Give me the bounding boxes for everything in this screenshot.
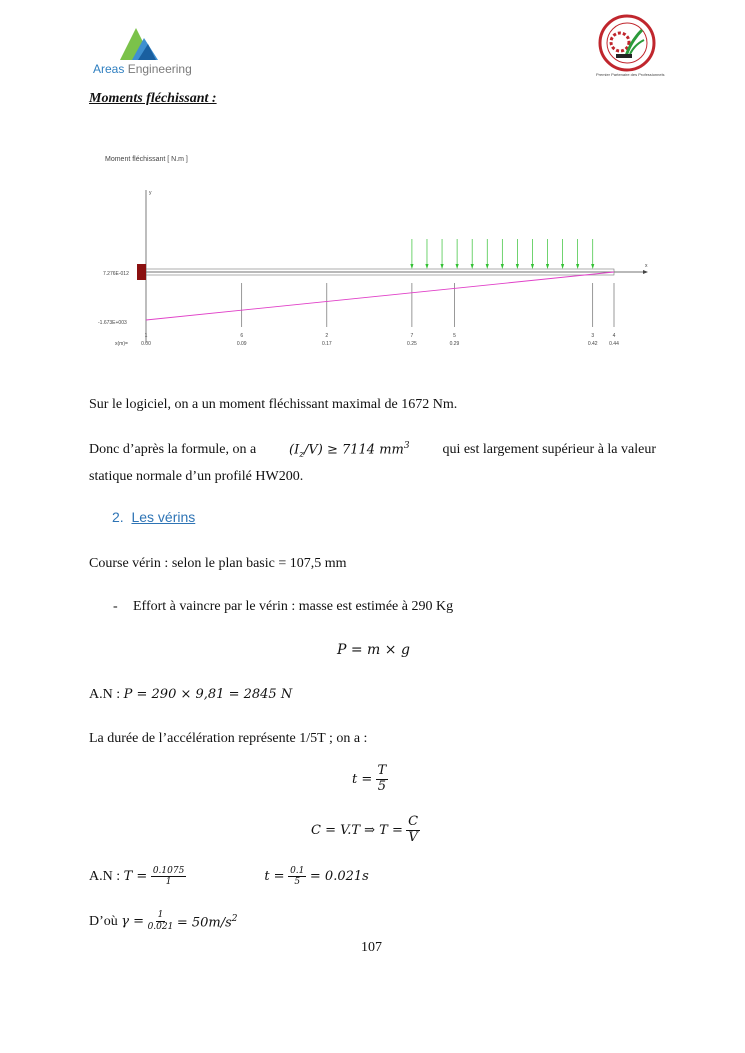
- load-arrow-head-icon: [440, 264, 443, 269]
- an-t-left: t =: [264, 869, 285, 885]
- formula-sup: 3: [403, 441, 410, 451]
- equation-t: [352, 764, 388, 795]
- bullet-effort: [113, 596, 454, 617]
- heading-text: Les vérins: [131, 509, 196, 525]
- eq-c-fraction: [406, 815, 420, 846]
- moment-series-line: [146, 272, 614, 320]
- node-id-label: 2: [325, 333, 329, 339]
- node-id-label: 3: [591, 333, 595, 339]
- node-id-label: 4: [612, 333, 616, 339]
- formula-math-2: /V) ≥ 7114 mm: [303, 442, 404, 458]
- an-t: [89, 866, 369, 888]
- eq-t-fraction: [376, 764, 389, 795]
- load-arrow-head-icon: [516, 264, 519, 269]
- node-x-label: 0.00: [141, 341, 151, 347]
- logo-text-areas: Areas: [93, 62, 125, 76]
- bullet-dash: -: [113, 599, 118, 614]
- y-axis-label: y: [149, 190, 152, 196]
- eq-t-left: t =: [352, 771, 373, 787]
- load-arrow-head-icon: [486, 264, 489, 269]
- dou-den: 0.021: [147, 921, 174, 932]
- institution-seal: [596, 14, 665, 82]
- an-t-prefix: A.N :: [89, 869, 121, 885]
- equation-p: P = m × g: [337, 642, 410, 658]
- an-t-right: = 0.021s: [309, 869, 369, 885]
- node-x-label: 0.29: [449, 341, 460, 347]
- bullet-text: Effort à vaincre par le vérin : masse est estimée à 290 Kg: [133, 599, 454, 614]
- x-axis-label: x: [645, 263, 648, 269]
- heading-verins: [112, 509, 195, 525]
- dou-right: [177, 909, 238, 933]
- node-x-label: 0.42: [587, 341, 598, 347]
- y-tick-bottom: -1.673E+003: [98, 320, 127, 326]
- node-x-label: 0.44: [609, 341, 619, 347]
- formula-math-1: (I: [289, 442, 300, 458]
- formula-text-a: Donc d’après la formule, on a: [89, 442, 257, 458]
- paragraph-duree: La durée de l’accélération représente 1/5T ; on a :: [89, 731, 368, 746]
- load-arrow-head-icon: [501, 264, 504, 269]
- load-arrow-head-icon: [471, 264, 474, 269]
- load-arrow-head-icon: [591, 264, 594, 269]
- heading-number: 2.: [112, 509, 124, 525]
- load-arrow-head-icon: [546, 264, 549, 269]
- eq-c-num: C: [408, 814, 419, 829]
- x-label: x(m)=: [115, 341, 128, 347]
- an-t-num: 0.1: [290, 866, 305, 876]
- load-arrow-head-icon: [531, 264, 534, 269]
- an-p-math: P = 290 × 9,81 = 2845 N: [123, 687, 293, 702]
- dou-prefix: D’où: [89, 913, 118, 929]
- section-title: Moments fléchissant :: [89, 91, 217, 106]
- seal-icon: [596, 14, 658, 72]
- eq-c-den: V: [408, 829, 418, 845]
- node-id-label: 6: [240, 333, 244, 339]
- node-x-label: 0.25: [407, 341, 417, 347]
- logo-text-engineering: Engineering: [127, 62, 192, 76]
- y-tick-top: 7.276E-012: [103, 271, 129, 277]
- paragraph-course: Course vérin : selon le plan basic = 107,5 mm: [89, 556, 347, 571]
- paragraph-max-moment: Sur le logiciel, on a un moment fléchissant maximal de 1672 Nm.: [89, 397, 458, 412]
- formula-text-c: statique normale d’un profilé HW200.: [89, 468, 304, 484]
- an-p-prefix: A.N :: [89, 687, 121, 702]
- fixed-support: [137, 264, 146, 280]
- formula-text-b: qui est largement supérieur à la valeur: [442, 442, 656, 458]
- an-t-fraction: [288, 866, 306, 888]
- dou-gamma: [89, 909, 238, 933]
- formula-inertia: [289, 436, 410, 466]
- logo-mark-icon: [88, 22, 208, 62]
- paragraph-formula: [89, 436, 656, 487]
- eq-t-den: 5: [377, 778, 386, 794]
- an-t-den: 5: [294, 877, 301, 888]
- node-x-label: 0.17: [321, 341, 332, 347]
- eq-c-left: C = V.T ⇒ T =: [311, 822, 403, 838]
- seal-caption: Premier Partenaire des Professionnels: [596, 72, 665, 77]
- node-id-label: 1: [144, 333, 148, 339]
- node-x-label: 0.09: [236, 341, 247, 347]
- dou-fraction: [148, 910, 174, 932]
- an-p: [89, 684, 292, 705]
- load-arrow-head-icon: [425, 264, 428, 269]
- node-id-label: 7: [410, 333, 414, 339]
- page-number: 107: [361, 940, 382, 955]
- dou-num: 1: [157, 910, 164, 921]
- an-T-left: T =: [123, 869, 148, 885]
- x-axis-arrow-icon: [643, 270, 648, 274]
- eq-t-num: T: [377, 763, 387, 778]
- an-T-fraction: [151, 866, 187, 888]
- load-arrow-head-icon: [576, 264, 579, 269]
- dou-right-text: = 50m/s: [176, 915, 232, 931]
- equation-c: [311, 815, 420, 846]
- formula-sub: z: [299, 449, 304, 460]
- an-T-den: 1: [165, 877, 172, 888]
- chart-title: Moment fléchissant [ N.m ]: [105, 156, 188, 163]
- dou-sup: 2: [231, 914, 238, 924]
- bending-moment-chart: [88, 145, 668, 360]
- load-arrow-head-icon: [456, 264, 459, 269]
- company-logo: [88, 22, 208, 80]
- an-T-num: 0.1075: [152, 866, 185, 876]
- load-arrow-head-icon: [410, 264, 413, 269]
- load-arrow-head-icon: [561, 264, 564, 269]
- dou-left: γ =: [121, 913, 145, 929]
- node-id-label: 5: [453, 333, 456, 339]
